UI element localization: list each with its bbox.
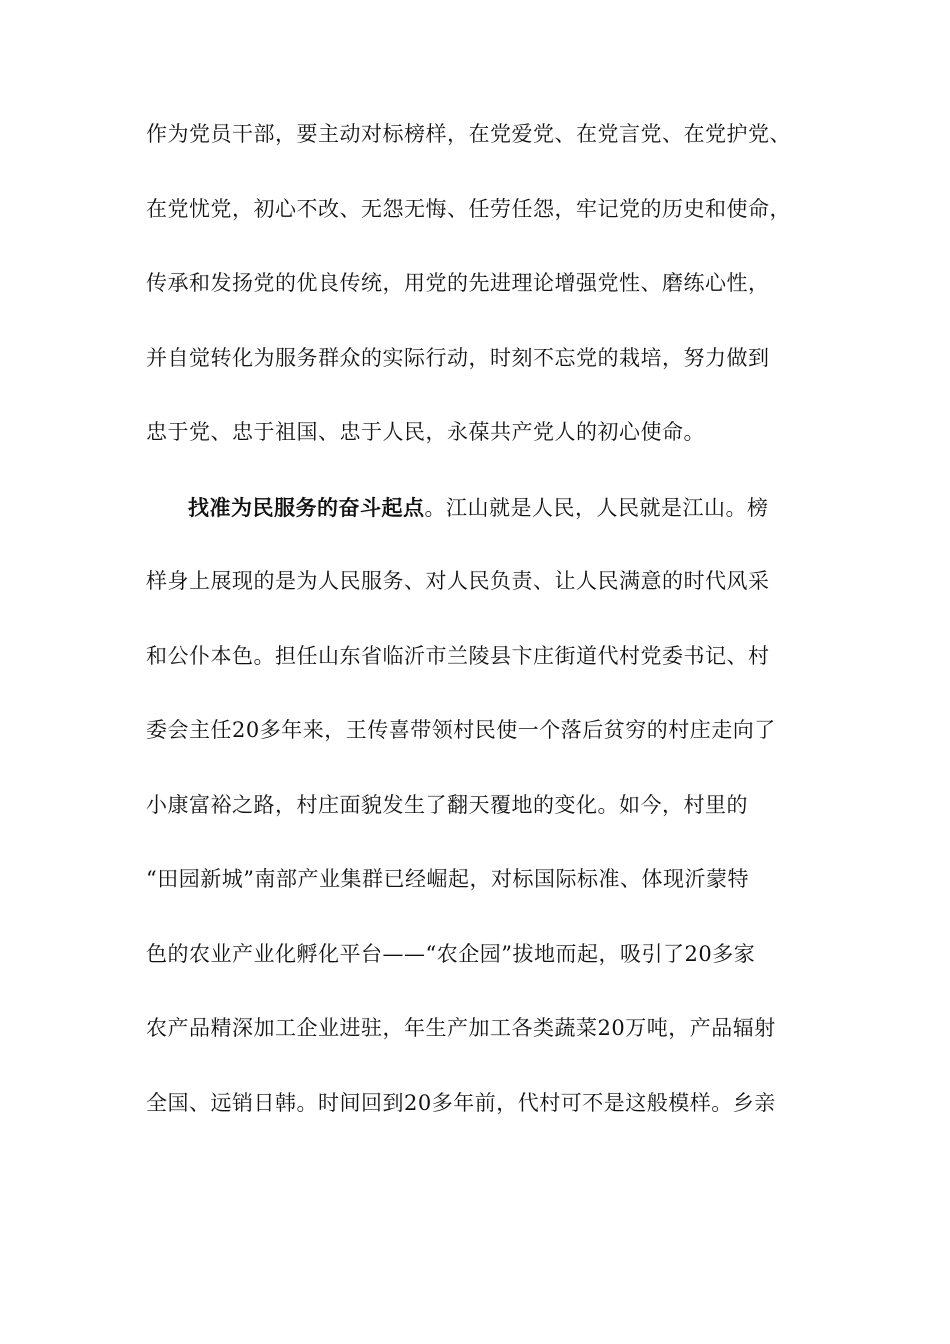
text-line: 传承和发扬党的优良传统，用党的先进理论增强党性、磨练心性， xyxy=(146,271,770,295)
text-line: “田园新城”南部产业集群已经崛起，对标国际标准、体现沂蒙特 xyxy=(146,867,749,891)
text-line: 和公仆本色。担任山东省临沂市兰陵县卞庄街道代村党委书记、村 xyxy=(146,643,770,668)
text-line: 样身上展现的是为人民服务、对人民负责、让人民满意的时代风采 xyxy=(146,569,770,593)
text-line: 委会主任20多年来，王传喜带领村民使一个落后贫穷的村庄走向了 xyxy=(146,718,776,742)
text-line: 色的农业产业化孵化平台——“农企园”拔地而起，吸引了20多家 xyxy=(146,941,756,966)
text-line: 作为党员干部，要主动对标榜样，在党爱党、在党言党、在党护党、 xyxy=(146,122,791,146)
text-line: 全国、远销日韩。时间回到20多年前，代村可不是这般模样。乡亲 xyxy=(146,1090,776,1115)
text-line: 并自觉转化为服务群众的实际行动，时刻不忘党的栽培，努力做到 xyxy=(146,345,770,370)
text-line: 忠于党、忠于祖国、忠于人民，永葆共产党人的初心使命。 xyxy=(146,420,705,444)
document-body xyxy=(146,124,806,1167)
paragraph-serve-people xyxy=(146,494,806,1115)
paragraph-heading: 找准为民服务的奋斗起点 xyxy=(188,494,425,520)
text-line: 农产品精深加工企业进驻，年生产加工各类蔬菜20万吨，产品辐射 xyxy=(146,1016,776,1040)
text-line: 小康富裕之路，村庄面貌发生了翻天覆地的变化。如今，村里的 xyxy=(146,792,748,817)
text-line: 在党忧党，初心不改、无怨无悔、任劳任怨，牢记党的历史和使命， xyxy=(146,196,791,221)
paragraph-party-members xyxy=(146,124,806,443)
text-line-first xyxy=(146,494,806,520)
text-span: 。江山就是人民，人民就是江山。榜 xyxy=(424,495,769,520)
